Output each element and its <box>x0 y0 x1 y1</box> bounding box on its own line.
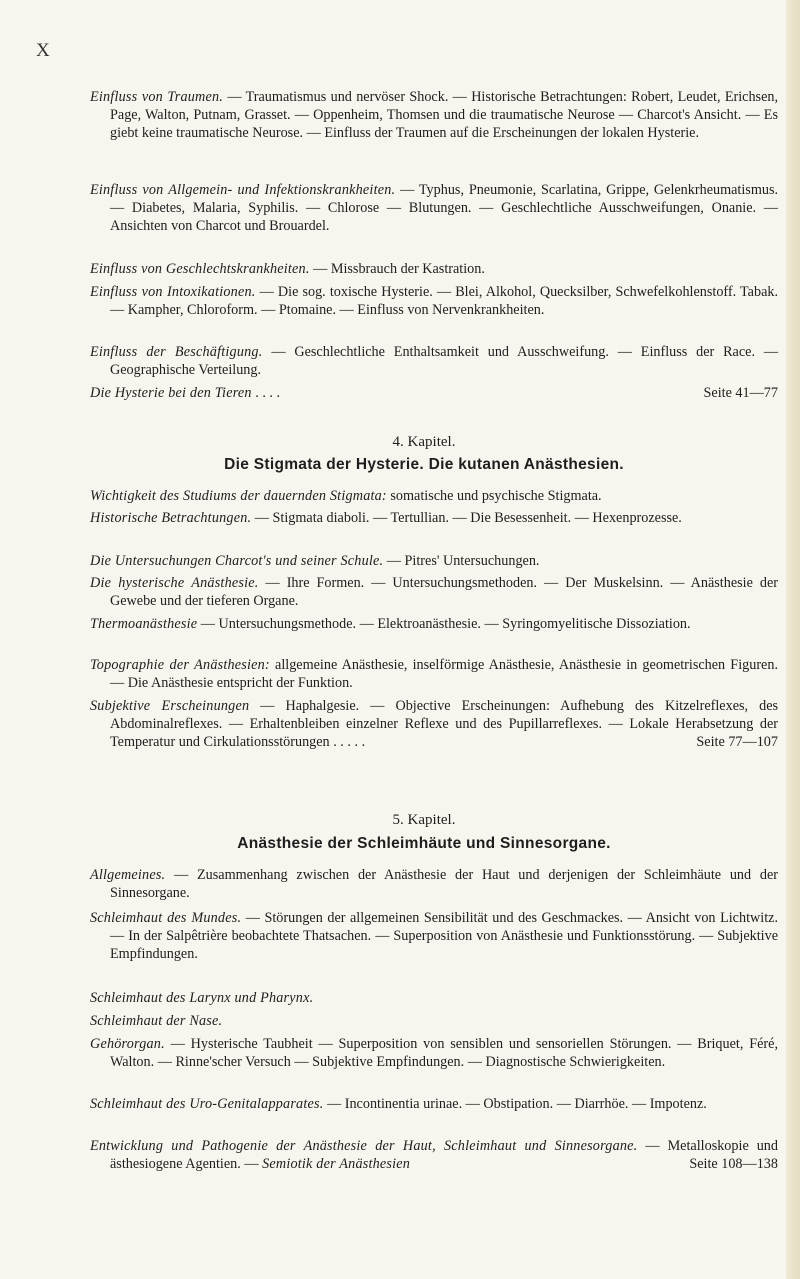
toc-entry: Einfluss von Intoxikationen. — Die sog. toxische Hysterie. — Blei, Alkohol, Quecksilber, Schwefelkohlenstoff. Tabak. — Kampher, Chloroform. — Ptomaine. — Einfluss von Nervenkrankheiten. <box>90 284 779 319</box>
toc-entry: Schleimhaut der Nase. <box>90 1013 223 1029</box>
toc-entry: Einfluss von Traumen. — Traumatismus und nervöser Shock. — Historische Betrachtungen: Robert, Leudet, Erichsen, Page, Walton, Putnam, Grasset. — Oppenheim, Thomsen und die traumatische Neurose — Charcot's Ansicht. — Es giebt keine traumatische Neurose. — Einfluss der Traumen auf die Erscheinungen der lokalen Hysterie. <box>90 89 779 142</box>
toc-entry: Topographie der Anästhesien: allgemeine Anästhesie, inselförmige Anästhesie, Anästhesie in geometrischen Figuren. — Die Anästhesie entspricht der Funktion. <box>90 657 778 692</box>
toc-entry: Einfluss von Allgemein- und Infektionskrankheiten. — Typhus, Pneumonie, Scarlatina, Grippe, Gelenkrheumatismus. — Diabetes, Malaria, Syphilis. — Chlorose — Blutungen. — Geschlechtliche Ausschweifungen, Onanie. — Ansichten von Charcot und Brouardel. <box>90 182 779 235</box>
chapter-number: 4. Kapitel. <box>392 434 456 450</box>
chapter-title: Anästhesie der Schleimhäute und Sinnesorgane. <box>237 835 611 852</box>
chapter-title: Die Stigmata der Hysterie. Die kutanen Anästhesien. <box>224 456 624 473</box>
page-number-roman: X <box>36 40 50 61</box>
toc-entry: Historische Betrachtungen. — Stigmata diaboli. — Tertullian. — Die Besessenheit. — Hexenprozesse. <box>90 510 682 526</box>
toc-entry: Die Untersuchungen Charcot's und seiner Schule. — Pitres' Untersuchungen. <box>90 553 540 569</box>
toc-entry: Gehörorgan. — Hysterische Taubheit — Superposition von sensiblen und sensoriellen Störungen. — Briquet, Féré, Walton. — Rinne'scher Versuch — Subjektive Empfindungen. — Diagnostische Schwierigkeiten. <box>90 1036 778 1071</box>
toc-entry: Entwicklung und Pathogenie der Anästhesie der Haut, Schleimhaut und Sinnesorgane. — Metalloskopie und ästhesiogene Agentien. — Semiotik der Anästhesien Seite 108—138 <box>90 1138 778 1173</box>
toc-entry: Einfluss der Beschäftigung. — Geschlechtliche Enthaltsamkeit und Ausschweifung. — Einfluss der Race. — Geographische Verteilung. <box>90 344 779 379</box>
toc-entry: Thermoanästhesie — Untersuchungsmethode. — Elektroanästhesie. — Syringomyelitische Dissoziation. <box>90 616 691 632</box>
page-edge-shadow <box>786 0 800 1279</box>
toc-entry: Schleimhaut des Larynx und Pharynx. <box>90 990 314 1006</box>
toc-entry: Die hysterische Anästhesie. — Ihre Formen. — Untersuchungsmethoden. — Der Muskelsinn. — Anästhesie der Gewebe und der tieferen Organe. <box>90 575 779 610</box>
toc-entry: Schleimhaut des Uro-Genitalapparates. — Incontinentia urinae. — Obstipation. — Diarrhöe. — Impotenz. <box>90 1096 707 1112</box>
toc-entry: Subjektive Erscheinungen — Haphalgesie. — Objective Erscheinungen: Aufhebung des Kitzelreflexes, des Abdominalreflexes. — Erhaltenbleiben einzelner Reflexe und des Pupillarreflexes. — Lokale Herabsetzung der Temperatur und Cirkulationsstörungen . . . . . Seite 77—107 <box>90 698 779 751</box>
toc-entry: Schleimhaut des Mundes. — Störungen der allgemeinen Sensibilität und des Geschmackes. — Ansicht von Lichtwitz. — In der Salpêtrière beobachtete Thatsachen. — Superposition von Anästhesie und Funktionsstörung. — Subjektive Empfindungen. <box>90 910 778 963</box>
toc-entry: Einfluss von Geschlechtskrankheiten. — Missbrauch der Kastration. <box>90 261 485 277</box>
toc-entry: Die Hysterie bei den Tieren . . . . Seite 41—77 <box>90 385 778 401</box>
toc-entry: Allgemeines. — Zusammenhang zwischen der Anästhesie der Haut und derjenigen der Schleimhäute und der Sinnesorgane. <box>90 867 778 902</box>
chapter-number: 5. Kapitel. <box>392 812 456 828</box>
toc-entry: Wichtigkeit des Studiums der dauernden Stigmata: somatische und psychische Stigmata. <box>90 488 602 504</box>
